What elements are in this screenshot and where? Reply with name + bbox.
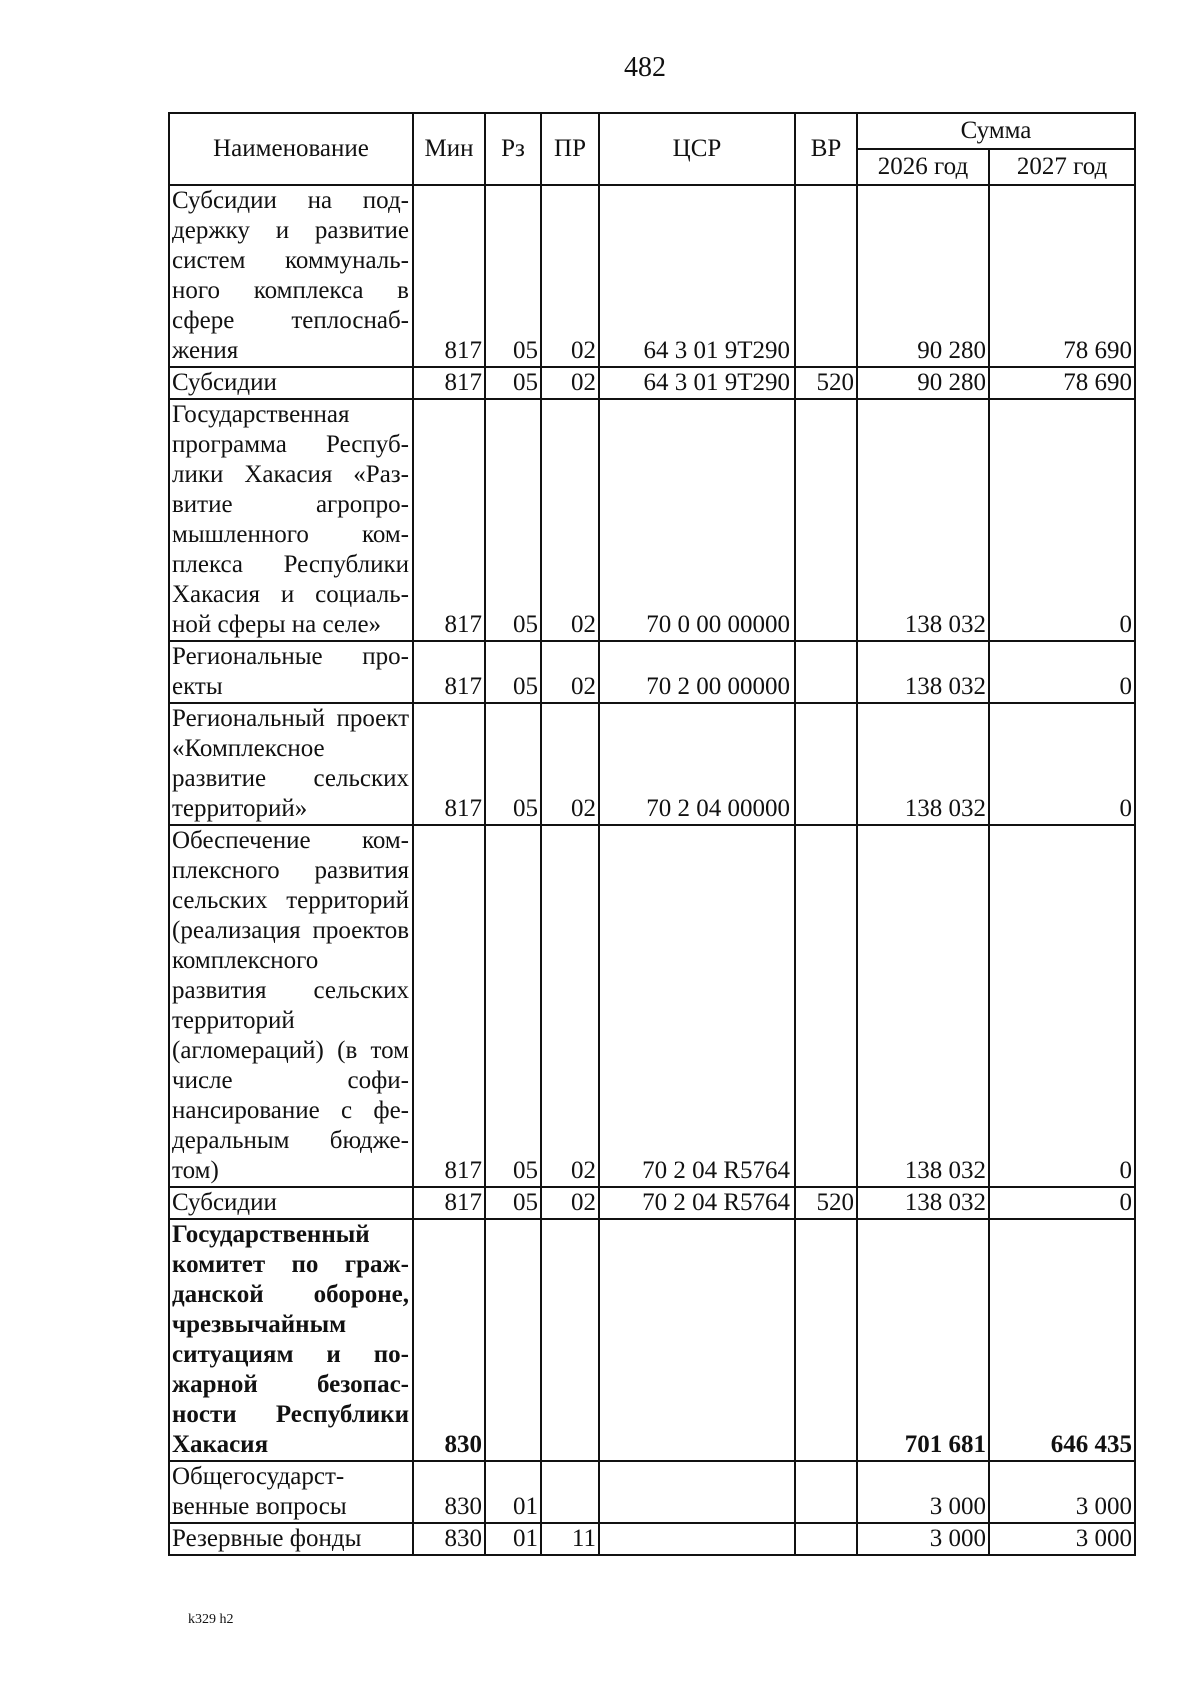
row-vr: 520 bbox=[795, 367, 857, 399]
header-year-2027: 2027 год bbox=[989, 149, 1135, 185]
row-csr: 64 3 01 9Т290 bbox=[599, 367, 795, 399]
row-csr: 70 2 04 R5764 bbox=[599, 825, 795, 1187]
row-sum-2026: 138 032 bbox=[857, 641, 989, 703]
row-csr bbox=[599, 1523, 795, 1555]
row-pr: 11 bbox=[541, 1523, 599, 1555]
row-csr bbox=[599, 1461, 795, 1523]
row-pr: 02 bbox=[541, 367, 599, 399]
row-min: 817 bbox=[413, 703, 485, 825]
row-sum-2026: 138 032 bbox=[857, 703, 989, 825]
row-sum-2026: 90 280 bbox=[857, 367, 989, 399]
page-number: 482 bbox=[624, 52, 666, 83]
row-sum-2026: 701 681 bbox=[857, 1219, 989, 1461]
table-row bbox=[169, 1219, 1135, 1461]
header-min: Мин bbox=[413, 113, 485, 185]
row-sum-2027: 78 690 bbox=[989, 367, 1135, 399]
row-pr: 02 bbox=[541, 825, 599, 1187]
row-vr bbox=[795, 399, 857, 641]
row-csr: 70 2 04 00000 bbox=[599, 703, 795, 825]
row-name: Субсидии на поддержку и развитие систем коммунального комплекса в сфере теплоснабжения bbox=[169, 185, 413, 367]
row-vr bbox=[795, 825, 857, 1187]
row-vr bbox=[795, 641, 857, 703]
row-rz: 05 bbox=[485, 367, 541, 399]
row-sum-2026: 90 280 bbox=[857, 185, 989, 367]
row-sum-2027: 3 000 bbox=[989, 1461, 1135, 1523]
table-row bbox=[169, 641, 1135, 703]
row-name: Региональный проект «Комплексное развитие сельских территорий» bbox=[169, 703, 413, 825]
row-pr: 02 bbox=[541, 1187, 599, 1219]
table-row bbox=[169, 367, 1135, 399]
row-pr: 02 bbox=[541, 185, 599, 367]
header-name: Наименование bbox=[169, 113, 413, 185]
row-name: Резервные фонды bbox=[169, 1523, 413, 1555]
row-min: 817 bbox=[413, 641, 485, 703]
table-row bbox=[169, 1187, 1135, 1219]
row-min: 830 bbox=[413, 1461, 485, 1523]
row-sum-2026: 3 000 bbox=[857, 1523, 989, 1555]
row-min: 817 bbox=[413, 367, 485, 399]
row-sum-2026: 3 000 bbox=[857, 1461, 989, 1523]
table-row bbox=[169, 185, 1135, 367]
row-sum-2027: 0 bbox=[989, 641, 1135, 703]
header-sum: Сумма bbox=[857, 113, 1135, 149]
row-sum-2026: 138 032 bbox=[857, 825, 989, 1187]
row-min: 817 bbox=[413, 1187, 485, 1219]
row-sum-2027: 0 bbox=[989, 399, 1135, 641]
row-min: 817 bbox=[413, 825, 485, 1187]
row-csr: 70 2 04 R5764 bbox=[599, 1187, 795, 1219]
table-row bbox=[169, 399, 1135, 641]
row-rz: 01 bbox=[485, 1523, 541, 1555]
row-sum-2027: 0 bbox=[989, 703, 1135, 825]
row-sum-2026: 138 032 bbox=[857, 1187, 989, 1219]
row-pr: 02 bbox=[541, 399, 599, 641]
table-row bbox=[169, 1523, 1135, 1555]
row-vr bbox=[795, 185, 857, 367]
row-csr: 70 0 00 00000 bbox=[599, 399, 795, 641]
row-pr: 02 bbox=[541, 641, 599, 703]
row-rz: 05 bbox=[485, 641, 541, 703]
table-header bbox=[169, 113, 1135, 185]
row-rz: 05 bbox=[485, 399, 541, 641]
row-sum-2027: 0 bbox=[989, 825, 1135, 1187]
header-year-2026: 2026 год bbox=[857, 149, 989, 185]
row-pr bbox=[541, 1461, 599, 1523]
row-rz: 05 bbox=[485, 825, 541, 1187]
row-rz: 01 bbox=[485, 1461, 541, 1523]
table-row bbox=[169, 1461, 1135, 1523]
row-csr: 70 2 00 00000 bbox=[599, 641, 795, 703]
row-vr bbox=[795, 703, 857, 825]
header-vr: ВР bbox=[795, 113, 857, 185]
row-min: 830 bbox=[413, 1219, 485, 1461]
row-pr: 02 bbox=[541, 703, 599, 825]
header-pr: ПР bbox=[541, 113, 599, 185]
budget-table bbox=[168, 112, 1136, 1556]
row-min: 817 bbox=[413, 185, 485, 367]
row-rz bbox=[485, 1219, 541, 1461]
row-name: Государственная программа Республики Хакасия «Развитие агропромышленного комплекса Республики Хакасия и социальной сферы на селе» bbox=[169, 399, 413, 641]
row-sum-2027: 646 435 bbox=[989, 1219, 1135, 1461]
row-sum-2027: 3 000 bbox=[989, 1523, 1135, 1555]
table-body bbox=[169, 185, 1135, 1555]
row-csr bbox=[599, 1219, 795, 1461]
row-sum-2027: 0 bbox=[989, 1187, 1135, 1219]
row-name: Региональные проекты bbox=[169, 641, 413, 703]
header-rz: Рз bbox=[485, 113, 541, 185]
row-sum-2026: 138 032 bbox=[857, 399, 989, 641]
row-rz: 05 bbox=[485, 1187, 541, 1219]
table-row bbox=[169, 703, 1135, 825]
row-rz: 05 bbox=[485, 185, 541, 367]
row-vr bbox=[795, 1523, 857, 1555]
document-code: k329 h2 bbox=[188, 1612, 234, 1627]
row-csr: 64 3 01 9Т290 bbox=[599, 185, 795, 367]
row-name: Государственный комитет по гражданской обороне, чрезвычайным ситуациям и пожарной безопасности Республики Хакасия bbox=[169, 1219, 413, 1461]
row-vr bbox=[795, 1219, 857, 1461]
row-vr: 520 bbox=[795, 1187, 857, 1219]
table-row bbox=[169, 825, 1135, 1187]
row-rz: 05 bbox=[485, 703, 541, 825]
header-csr: ЦСР bbox=[599, 113, 795, 185]
row-name: Субсидии bbox=[169, 367, 413, 399]
row-min: 830 bbox=[413, 1523, 485, 1555]
row-pr bbox=[541, 1219, 599, 1461]
row-name: Субсидии bbox=[169, 1187, 413, 1219]
row-name: Обеспечение комплексного развития сельских территорий (реализация проектов комплексного развития сельских территорий (агломераций) (в том числе софинансирование с федеральным бюджетом) bbox=[169, 825, 413, 1187]
row-sum-2027: 78 690 bbox=[989, 185, 1135, 367]
row-min: 817 bbox=[413, 399, 485, 641]
row-vr bbox=[795, 1461, 857, 1523]
row-name: Общегосударственные вопросы bbox=[169, 1461, 413, 1523]
